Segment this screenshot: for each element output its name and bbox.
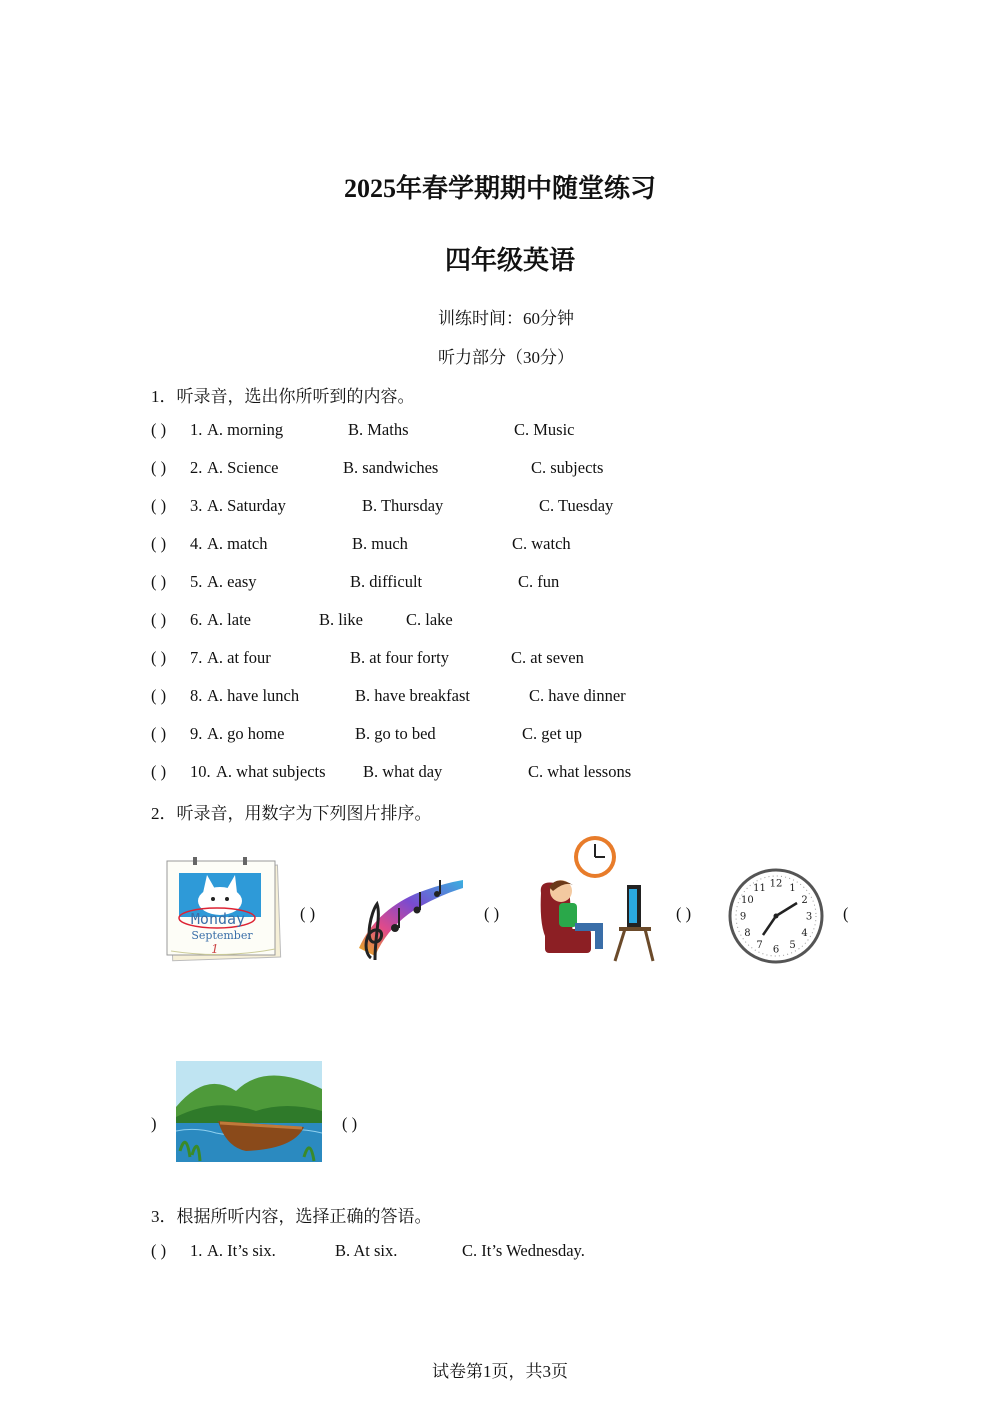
clock-numeral: 10 [741,895,754,906]
answer-paren[interactable]: ( ) [151,686,167,705]
clock-numeral: 8 [744,928,751,939]
question-number: 9. [190,724,203,743]
section2-heading: 2．听录音，用数字为下列图片排序。 [151,804,432,823]
answer-paren[interactable]: ( ) [300,904,316,923]
boy-watching-tv-image [535,835,660,963]
section1-heading: 1．听录音，选出你所听到的内容。 [151,387,415,406]
option-a[interactable]: A. what subjects [216,762,326,781]
clock-image [727,867,825,965]
option-a[interactable]: A. late [207,610,251,629]
answer-paren[interactable]: ( ) [151,610,167,629]
clock-numeral: 12 [769,878,783,890]
option-a[interactable]: A. easy [207,572,257,591]
option-b[interactable]: B. what day [363,762,443,781]
clock-numeral: 9 [739,911,747,923]
question-number: 4. [190,534,203,553]
answer-paren[interactable]: ( ) [151,420,167,439]
option-b[interactable]: B. at four forty [350,648,449,667]
answer-paren[interactable]: ( ) [151,648,167,667]
answer-paren[interactable]: ( ) [151,458,167,477]
question-number: 3. [190,496,203,515]
option-b[interactable]: B. Maths [348,420,409,439]
option-c[interactable]: C. fun [518,572,560,591]
question-number: 1. [190,420,203,439]
option-c[interactable]: C. Music [514,420,575,439]
question-number: 10. [190,762,211,781]
question-number: 8. [190,686,203,705]
answer-paren[interactable]: ( ) [151,496,167,515]
option-a[interactable]: A. match [207,534,268,553]
answer-paren[interactable]: ( ) [151,724,167,743]
question-number: 1. [190,1241,203,1260]
option-a[interactable]: A. It’s six. [207,1241,276,1260]
option-b[interactable]: B. like [319,610,363,629]
option-c[interactable]: C. Tuesday [539,496,614,515]
question-number: 5. [190,572,203,591]
option-a[interactable]: A. morning [207,420,284,439]
option-c[interactable]: C. at seven [511,648,584,667]
boat-on-lake-image [176,1061,322,1162]
clock-numeral: 5 [789,940,796,952]
option-c[interactable]: C. what lessons [528,762,632,781]
clock-numeral: 4 [801,928,808,939]
question-number: 6. [190,610,203,629]
answer-paren[interactable]: ( ) [484,904,500,923]
option-c[interactable]: C. subjects [531,458,604,477]
answer-paren-close[interactable]: ) [151,1114,157,1133]
option-b[interactable]: B. difficult [350,572,423,591]
option-c[interactable]: C. lake [406,610,453,629]
option-c[interactable]: C. get up [522,724,583,743]
clock-numeral: 7 [756,940,763,952]
page-footer: 试卷第1页，共3页 [432,1362,568,1381]
answer-paren[interactable]: ( ) [151,534,167,553]
option-c[interactable]: C. watch [512,534,571,553]
section3-heading: 3．根据所听内容，选择正确的答语。 [151,1207,432,1226]
option-a[interactable]: A. Science [207,458,279,477]
clock-numeral: 3 [805,911,813,923]
calendar-monday-image [163,855,285,963]
answer-paren[interactable]: ( ) [342,1114,358,1133]
option-c[interactable]: C. have dinner [529,686,626,705]
page-subtitle: 四年级英语 [444,246,575,275]
option-c[interactable]: C. It’s Wednesday. [462,1241,585,1260]
page-title: 2025年春学期期中随堂练习 [343,174,656,203]
option-a[interactable]: A. have lunch [207,686,300,705]
answer-paren[interactable]: ( ) [151,1241,167,1260]
answer-paren[interactable]: ( ) [151,572,167,591]
option-b[interactable]: B. Thursday [362,496,444,515]
option-a[interactable]: A. go home [207,724,285,743]
option-b[interactable]: B. much [352,534,408,553]
exam-time: 训练时间：60分钟 [438,309,574,328]
question-number: 7. [190,648,203,667]
option-b[interactable]: B. sandwiches [343,458,439,477]
clock-numeral: 2 [801,895,808,906]
answer-paren[interactable]: ( ) [676,904,692,923]
option-a[interactable]: A. Saturday [207,496,286,515]
clock-numeral: 11 [753,882,766,894]
answer-paren[interactable]: ( ) [151,762,167,781]
answer-paren-open[interactable]: ( [843,904,849,923]
music-notes-image [355,872,465,964]
listening-section-label: 听力部分（30分） [438,348,574,367]
clock-numeral: 6 [772,944,780,956]
clock-numeral: 1 [789,882,796,894]
calendar-month-text: September [191,929,253,942]
option-b[interactable]: B. go to bed [355,724,436,743]
question-number: 2. [190,458,203,477]
option-a[interactable]: A. at four [207,648,271,667]
calendar-date-text: 1 [211,942,219,956]
calendar-day-text: Monday [190,910,246,928]
option-b[interactable]: B. At six. [335,1241,398,1260]
option-b[interactable]: B. have breakfast [355,686,470,705]
